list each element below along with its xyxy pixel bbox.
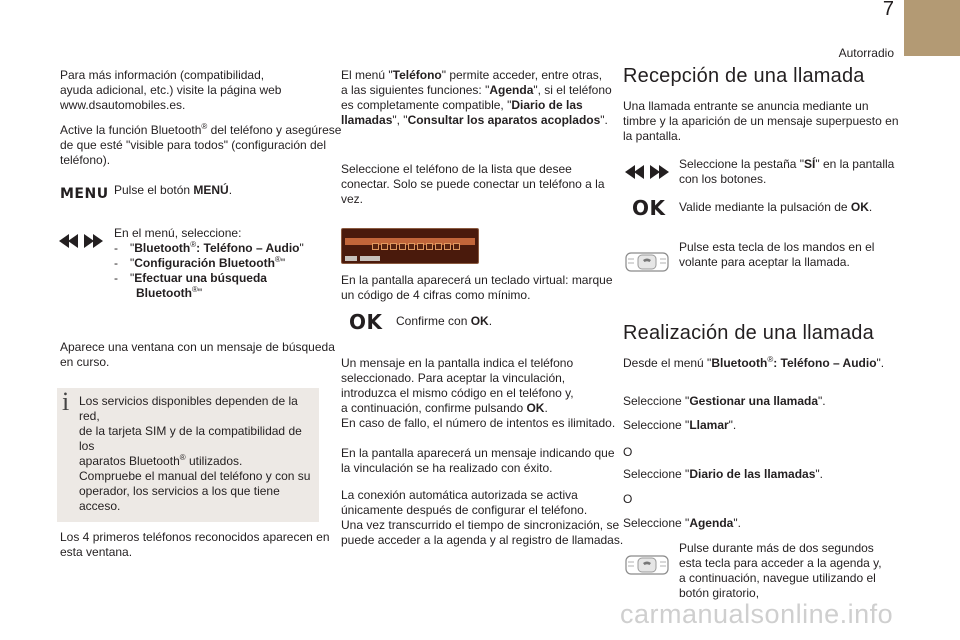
arrows-left-right-icon	[625, 165, 669, 179]
or-separator: O	[623, 492, 633, 506]
info-icon: i	[62, 387, 70, 416]
info-note-box	[57, 388, 319, 522]
pairing-message-paragraph: Un mensaje en la pantalla indica el teléfono seleccionado. Para aceptar la vinculación, introduzca el mismo código en el teléfono y, a continuación, confirme pulsando OK. En caso de fallo, el número de intentos es ilimitado.	[341, 356, 616, 430]
info-note-text: Los servicios disponibles dependen de la red, de la tarjeta SIM y de la compatibilidad de los aparatos Bluetooth® utilizados. Compruebe el manual del teléfono y con su operador, los servicios a los que tiene acceso.	[79, 394, 311, 513]
steering-wheel-phone-key-icon	[624, 249, 670, 275]
list-item: - "Efectuar una búsqueda Bluetooth®"	[114, 271, 267, 300]
select-contacts: Seleccione "Agenda".	[623, 516, 741, 530]
heading-make-call: Realización de una llamada	[623, 322, 874, 344]
page-number: 7	[882, 0, 894, 20]
ok-button-icon: OK	[632, 196, 666, 220]
step-select-menu: En el menú, seleccione: - "Bluetooth®: Teléfono – Audio" - "Configuración Bluetooth®" - "Efectuar una búsqueda Bluetooth®"	[114, 226, 304, 300]
auto-connection-paragraph: La conexión automática autorizada se activa únicamente después de configurar el teléfono. Una vez transcurrido el tiempo de sincronización, se puede acceder a la agenda y al registro de llamadas.	[341, 488, 624, 547]
hold-key-step: Pulse durante más de dos segundos esta tecla para acceder a la agenda y, a continuación, navegue utilizando el botón giratorio,	[679, 541, 882, 600]
section-tab	[904, 0, 960, 56]
bluetooth-activate-paragraph: Active la función Bluetooth® del teléfono y asegúrese de que esté "visible para todos" (configuración del teléfono).	[60, 122, 342, 167]
first-phones-paragraph: Los 4 primeros teléfonos reconocidos aparecen en esta ventana.	[60, 530, 330, 559]
select-call: Seleccione "Llamar".	[623, 418, 737, 432]
incoming-call-paragraph: Una llamada entrante se anuncia mediante un timbre y la aparición de un mensaje superpuesto en la pantalla.	[623, 99, 899, 143]
from-menu-paragraph: Desde el menú "Bluetooth®: Teléfono – Audio".	[623, 355, 885, 370]
select-manage-call: Seleccione "Gestionar una llamada".	[623, 394, 826, 408]
ok-button-icon: OK	[349, 310, 383, 334]
confirm-ok-step: Confirme con OK.	[396, 314, 493, 328]
pairing-success-paragraph: En la pantalla aparecerá un mensaje indicando que la vinculación se ha realizado con éxito.	[341, 446, 615, 475]
intro-paragraph: Para más información (compatibilidad, ayuda adicional, etc.) visite la página web www.dsautomobiles.es.	[60, 68, 282, 112]
wheel-accept-step: Pulse esta tecla de los mandos en el volante para aceptar la llamada.	[679, 240, 875, 269]
heading-receive-call: Recepción de una llamada	[623, 65, 865, 87]
arrows-left-right-icon	[59, 234, 103, 248]
select-yes-tab-step: Seleccione la pestaña "SÍ" en la pantalla con los botones.	[679, 157, 895, 186]
virtual-keyboard-paragraph: En la pantalla aparecerá un teclado virtual: marque un código de 4 cifras como mínimo.	[341, 273, 613, 302]
step-press-menu: Pulse el botón MENÚ.	[114, 183, 233, 197]
section-title: Autorradio	[838, 46, 894, 60]
validate-ok-step: Valide mediante la pulsación de OK.	[679, 200, 873, 214]
watermark: carmanualsonline.info	[620, 599, 894, 629]
select-call-log: Seleccione "Diario de las llamadas".	[623, 467, 823, 481]
list-item: - "Bluetooth®: Teléfono – Audio"	[114, 240, 304, 255]
select-phone-paragraph: Seleccione el teléfono de la lista que desee conectar. Solo se puede conectar un teléfono a la vez.	[341, 162, 605, 206]
search-message-paragraph: Aparece una ventana con un mensaje de búsqueda en curso.	[60, 340, 335, 369]
menu-button-icon: MENU	[60, 186, 109, 202]
list-item: - "Configuración Bluetooth®"	[114, 255, 286, 270]
or-separator: O	[623, 445, 633, 459]
virtual-keyboard-screenshot	[341, 228, 479, 264]
steering-wheel-phone-key-icon	[624, 552, 670, 578]
phone-menu-paragraph: El menú "Teléfono" permite acceder, entre otras, a las siguientes funciones: "Agenda", si el teléfono es completamente compatible, "Diario de las llamadas", "Consultar los aparatos acoplados".	[341, 68, 612, 127]
